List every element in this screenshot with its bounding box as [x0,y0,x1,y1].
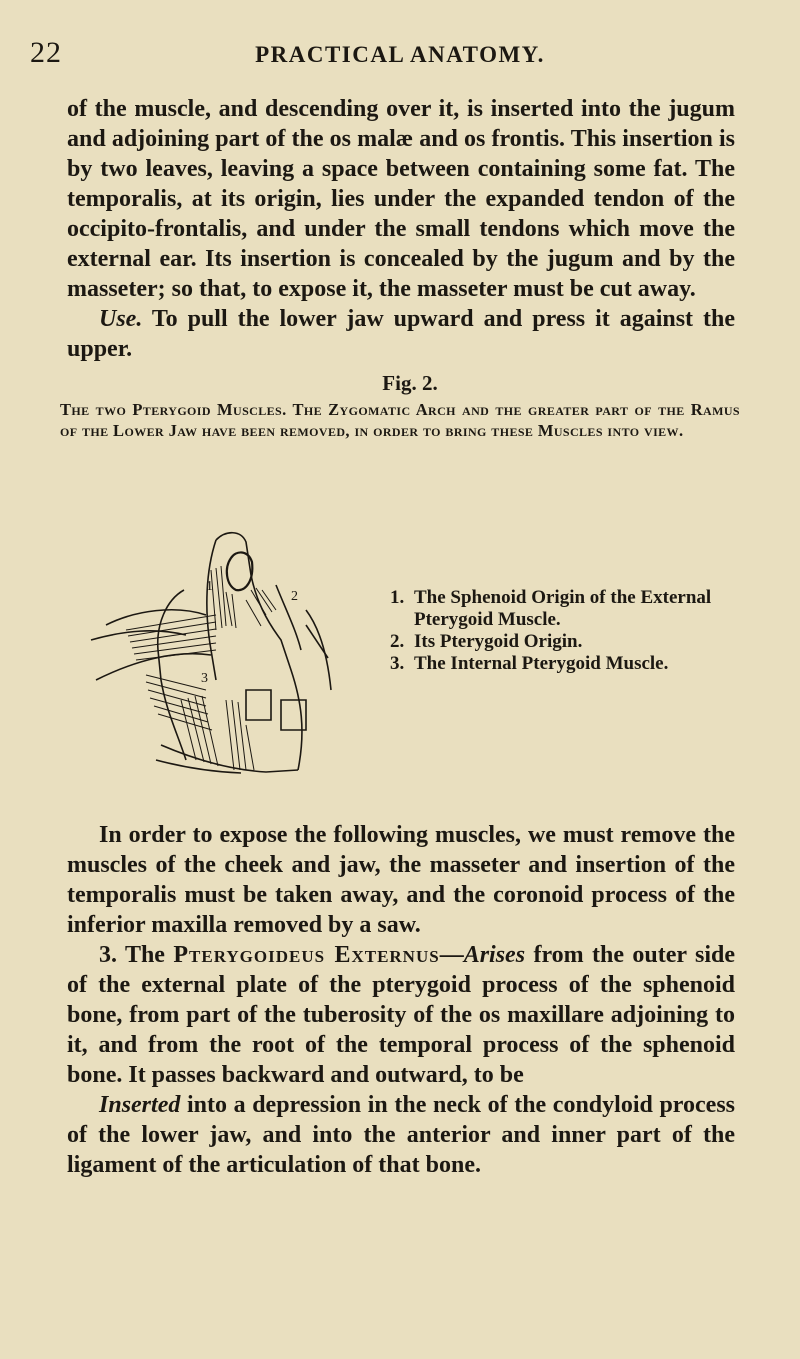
use-label: Use. [99,306,143,332]
main-text-block [67,820,735,1180]
callout-3: 3 [201,671,208,686]
muscle-name: Pterygoideus Externus [173,942,440,968]
body-paragraph-3: Inserted into a depression in the neck of the condyloid process of the lower jaw, and into the anterior and inner part of the ligament of the articulation of that bone. [67,1092,736,1178]
top-paragraph: of the muscle, and descending over it, is inserted into the jugum and adjoining part of the os malæ and os frontis. This insertion is by two leaves, leaving a space between containing some fat. The temporalis, at its origin, lies under the expanded tendon of the occipito-frontalis, and under the small tendons which move the external ear. Its insertion is concealed by the jugum and by the masseter; so that, to expose it, the masseter must be cut away. [67,96,735,302]
inserted-label: Inserted [99,1092,181,1118]
callout-2: 2 [291,589,298,604]
use-paragraph [67,304,735,364]
use-text: To pull the lower jaw upward and press it against the upper. [67,306,735,362]
figure-legend [390,587,750,675]
top-text-block [67,94,735,364]
legend-item: 3. The Internal Pterygoid Muscle. [390,653,669,674]
legend-item: 1. The Sphenoid Origin of the External Pterygoid Muscle. [390,587,712,630]
page-header [30,36,770,76]
pterygoid-muscles-illustration [66,530,386,775]
arises-label: Arises [463,942,526,968]
running-head: PRACTICAL ANATOMY. [255,42,545,67]
page-number: 22 [30,36,62,69]
figure-caption: The two Pterygoid Muscles. The Zygomatic Arch and the greater part of the Ramus of the Lower Jaw have been removed, in order to bring these Muscles into view. [60,400,740,440]
callout-1: 1 [206,579,213,594]
body-paragraph-1: In order to expose the following muscles, we must remove the muscles of the cheek and jaw, the masseter and insertion of the temporalis must be taken away, and the coronoid process of the inferior maxilla removed by a saw. [67,822,735,938]
body-paragraph-2: 3. The Pterygoideus Externus—Arises from the outer side of the external plate of the pterygoid process of the sphenoid bone, from part of the tuberosity of the os maxillare adjoining to it, and from the root of the temporal process of the sphenoid bone. It passes backward and outward, to be [67,942,736,1088]
anatomical-engraving [66,530,386,775]
figure-caption-block [60,371,740,441]
figure-label: Fig. 2. [382,371,438,395]
legend-item: 2. Its Pterygoid Origin. [390,631,583,652]
